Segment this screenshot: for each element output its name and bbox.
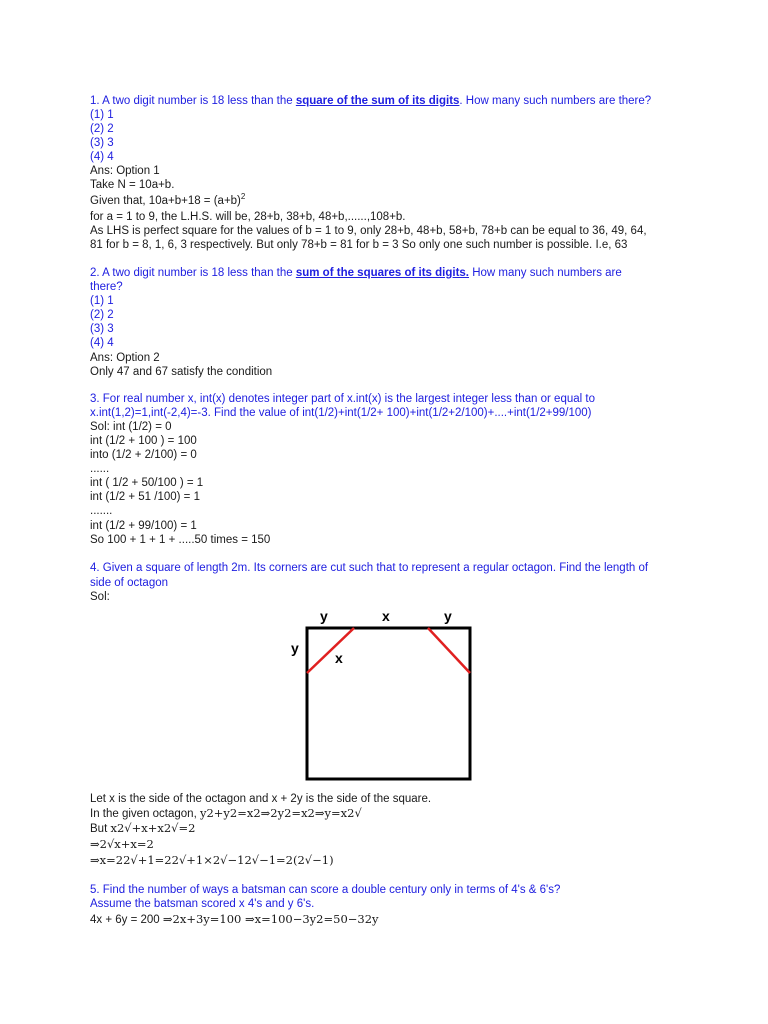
- q4-sol: Sol:: [90, 591, 110, 603]
- q3-step-6: int (1/2 + 99/100) = 1: [90, 520, 197, 532]
- q4-step-2: [90, 806, 362, 821]
- q3-title-line1: 3. For real number x, int(x) denotes integer part of x.int(x) is the largest integer less than or equal to: [90, 393, 595, 405]
- q2-answer: Ans: Option 2: [90, 352, 160, 364]
- q2-option-1: (1) 1: [90, 295, 114, 307]
- q1-lhs: for a = 1 to 9, the L.H.S. will be, 28+b, 38+b, 48+b,......,108+b.: [90, 211, 406, 223]
- q1-title: [90, 94, 651, 108]
- q4-step-5: ⇒x=22√+1=22√+1×2√−12√−1=2(2√−1): [90, 853, 334, 867]
- q5-title-line2: Assume the batsman scored x 4's and y 6's.: [90, 898, 315, 910]
- q1-given-exponent: 2: [240, 192, 246, 202]
- q2-option-4: (4) 4: [90, 337, 114, 349]
- q2-title-cont: there?: [90, 281, 123, 293]
- octagon-diagram: [282, 603, 476, 783]
- label-y-top-left: y: [320, 608, 328, 624]
- q4-step-1: Let x is the side of the octagon and x + 2y is the side of the square.: [90, 793, 432, 805]
- q3-title-line2: x.int(1,2)=1,int(-2,4)=-3. Find the value of int(1/2)+int(1/2+ 100)+int(1/2+2/100)+....+int(1/2+99/100): [90, 407, 592, 419]
- q1-lhs-perfect: As LHS is perfect square for the values of b = 1 to 9, only 28+b, 48+b, 58+b, 78+b can be equal to 36, 49, 64,: [90, 225, 647, 237]
- q4-step-3-math: x2√+x+x2√=2: [110, 821, 196, 835]
- q1-given-text: Given that, 10a+b+18 = (a+b): [90, 195, 241, 207]
- q5-step-1: [90, 912, 379, 927]
- label-y-top-right: y: [444, 608, 452, 624]
- q1-answer: Ans: Option 1: [90, 165, 160, 177]
- q4-step-2-math: y2+y2=x2⇒2y2=x2⇒y=x2√: [199, 806, 362, 820]
- q1-title-post: . How many such numbers are there?: [459, 95, 652, 107]
- q1-conclusion: 81 for b = 8, 1, 6, 3 respectively. But only 78+b = 81 for b = 3 So only one such number is possible. I.e, 63: [90, 239, 628, 251]
- corner-cut-right: [428, 628, 470, 673]
- q3-step-2: int (1/2 + 100 ) = 100: [90, 435, 197, 447]
- q2-title-post: How many such numbers are: [469, 267, 622, 279]
- q1-option-1: (1) 1: [90, 109, 114, 121]
- q2-option-3: (3) 3: [90, 323, 114, 335]
- label-x-inner: x: [335, 650, 343, 666]
- label-x-top: x: [382, 608, 390, 624]
- q4-title-line1: 4. Given a square of length 2m. Its corners are cut such that to represent a regular octagon. Find the length of: [90, 562, 649, 574]
- q4-step-4: ⇒2√x+x=2: [90, 837, 154, 851]
- q2-link[interactable]: sum of the squares of its digits.: [295, 267, 470, 279]
- q1-given: [90, 194, 245, 208]
- q1-link[interactable]: square of the sum of its digits: [295, 95, 460, 107]
- q1-option-3: (3) 3: [90, 137, 114, 149]
- corner-cut-left: [307, 628, 354, 673]
- q3-sol: Sol: int (1/2) = 0: [90, 421, 172, 433]
- q5-step-1-math: ⇒2x+3y=100 ⇒x=100−3y2=50−32y: [162, 912, 379, 926]
- q2-title: [90, 266, 622, 280]
- q5-step-1-text: 4x + 6y = 200: [90, 914, 163, 926]
- q1-title-pre: 1. A two digit number is 18 less than the: [90, 95, 296, 107]
- q1-take: Take N = 10a+b.: [90, 179, 175, 191]
- q4-step-2-text: In the given octagon,: [90, 808, 200, 820]
- q2-note: Only 47 and 67 satisfy the condition: [90, 366, 273, 378]
- q1-option-2: (2) 2: [90, 123, 114, 135]
- q3-step-5: int (1/2 + 51 /100) = 1: [90, 491, 200, 503]
- q3-step-7: So 100 + 1 + 1 + .....50 times = 150: [90, 534, 271, 546]
- q4-step-3-text: But: [90, 823, 111, 835]
- q5-title-line1: 5. Find the number of ways a batsman can score a double century only in terms of 4's & 6's?: [90, 884, 561, 896]
- q3-dots-1: ......: [90, 463, 110, 475]
- q3-dots-2: .......: [90, 505, 113, 517]
- q3-step-3: into (1/2 + 2/100) = 0: [90, 449, 197, 461]
- q1-option-4: (4) 4: [90, 151, 114, 163]
- q4-step-3: [90, 821, 195, 836]
- q4-title-line2: side of octagon: [90, 577, 169, 589]
- q2-option-2: (2) 2: [90, 309, 114, 321]
- q2-title-pre: 2. A two digit number is 18 less than the: [90, 267, 296, 279]
- q3-step-4: int ( 1/2 + 50/100 ) = 1: [90, 477, 204, 489]
- label-y-left: y: [291, 640, 299, 656]
